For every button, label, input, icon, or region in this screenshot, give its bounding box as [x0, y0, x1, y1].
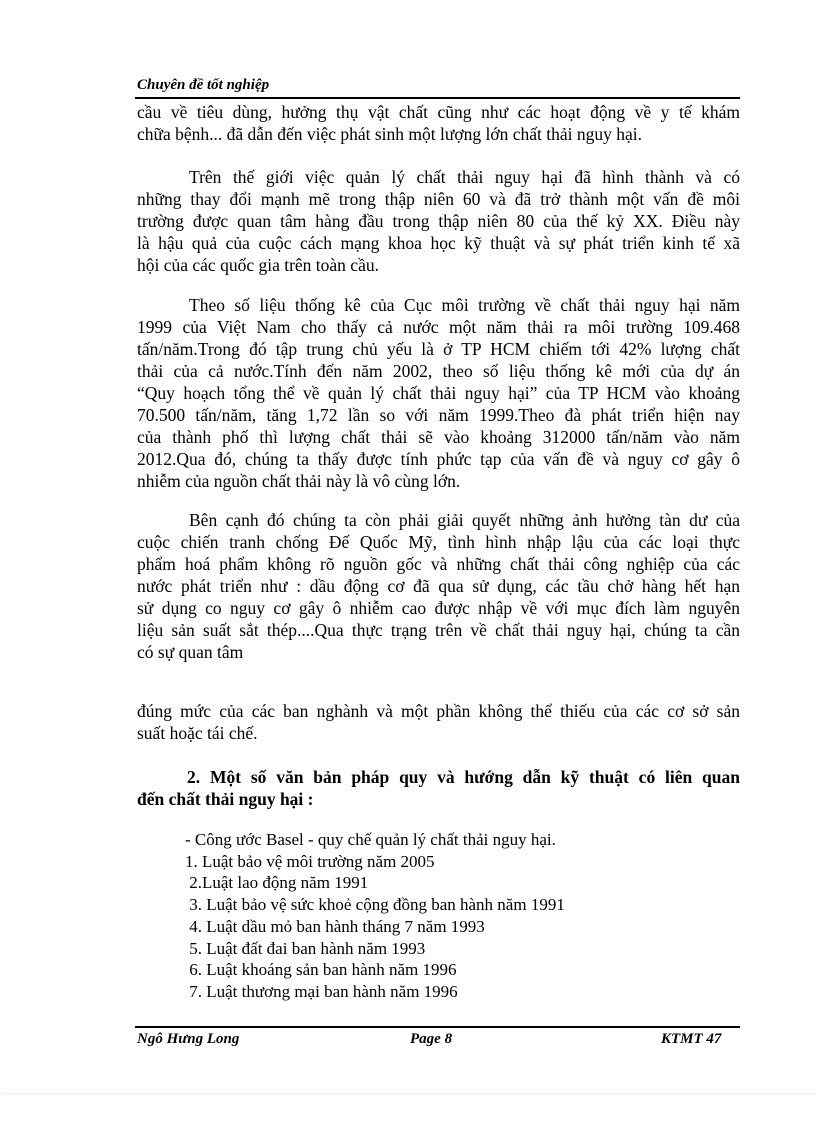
paragraph-line: cuộc chiến tranh chống Đế Quốc Mỹ, tình hình nhập lậu của các loại thực: [137, 532, 740, 552]
document-header-title: Chuyên đề tốt nghiệp: [137, 77, 270, 93]
paragraph-line: 1999 của Việt Nam cho thấy cả nước một năm thải ra môi trường 109.468: [137, 317, 740, 337]
paragraph-5: [137, 700, 740, 744]
paragraph-line: hội của các quốc gia trên toàn cầu.: [137, 255, 379, 275]
regulation-list: [185, 829, 565, 1003]
paragraph-1: [137, 101, 740, 145]
section-heading: [137, 766, 740, 810]
paragraph-line: đúng mức của các ban nghành và một phần không thể thiếu của các cơ sở sản: [137, 701, 740, 721]
section-heading-line: 2. Một số văn bản pháp quy và hướng dẫn kỹ thuật có liên quan: [187, 767, 740, 787]
list-item: 6. Luật khoáng sản ban hành năm 1996: [185, 960, 457, 980]
list-item: 2.Luật lao động năm 1991: [185, 873, 369, 893]
paragraph-line: cầu về tiêu dùng, hưởng thụ vật chất cũng như các hoạt động về y tế khám: [137, 102, 740, 122]
footer-page-number: Page 8: [410, 1031, 453, 1047]
list-item: 3. Luật bảo vệ sức khoẻ cộng đồng ban hành năm 1991: [185, 895, 565, 915]
paragraph-line: là hậu quả của cuộc cách mạng khoa học kỹ thuật và sự phát triển kinh tế xã: [137, 233, 740, 253]
footer-class: KTMT 47: [661, 1031, 722, 1047]
paragraph-line: Trên thế giới việc quản lý chất thải nguy hại đã hình thành và có: [189, 167, 740, 187]
paragraph-line: có sự quan tâm: [137, 642, 244, 662]
paragraph-line: Bên cạnh đó chúng ta còn phải giải quyết những ảnh hưởng tàn dư của: [189, 510, 740, 530]
list-item: 1. Luật bảo vệ môi trường năm 2005: [185, 851, 435, 871]
paragraph-line: suất hoặc tái chế.: [137, 723, 258, 743]
paragraph-line: Theo số liệu thống kê của Cục môi trường về chất thải nguy hại năm: [189, 295, 740, 315]
paragraph-line: sử dụng co nguy cơ gây ô nhiễm cao được nhập về với mục đích làm nguyên: [137, 598, 740, 618]
header-rule: [135, 97, 740, 99]
paragraph-line: nhiễm của nguồn chất thải này là vô cùng lớn.: [137, 471, 461, 491]
paragraph-line: của thành phố thì lượng chất thải sẽ vào khoảng 312000 tấn/năm vào năm: [137, 427, 740, 447]
page-bottom-divider: [0, 1093, 816, 1094]
list-item: - Công ước Basel - quy chế quản lý chất thải nguy hại.: [185, 830, 556, 849]
list-item: 4. Luật dầu mỏ ban hành tháng 7 năm 1993: [185, 916, 485, 936]
paragraph-line: “Quy hoạch tổng thể về quản lý chất thải nguy hại” của TP HCM vào khoảng: [137, 383, 740, 403]
paragraph-line: nước phát triển như : dầu động cơ đã qua sử dụng, các tầu chở hàng hết hạn: [137, 576, 740, 596]
paragraph-line: thải của cả nước.Tính đến năm 2002, theo số liệu thống kê mới của dự án: [137, 361, 740, 381]
section-heading-line: đến chất thải nguy hại :: [137, 789, 314, 809]
paragraph-2: [137, 166, 740, 276]
paragraph-line: liệu sản suất sắt thép....Qua thực trạng trên về chất thải nguy hại, chúng ta cần: [137, 620, 740, 640]
paragraph-line: những thay đổi mạnh mẽ trong thập niên 60 và đã trở thành một vấn đề môi: [137, 189, 740, 209]
paragraph-line: phẩm hoá phẩm không rõ nguồn gốc và những chất thải công nghiệp của các: [137, 554, 740, 574]
paragraph-line: 2012.Qua đó, chúng ta thấy được tính phức tạp của vấn đề và nguy cơ gây ô: [137, 449, 740, 469]
list-item: 7. Luật thương mại ban hành năm 1996: [185, 981, 458, 1001]
paragraph-3: [137, 294, 740, 492]
paragraph-line: tấn/năm.Trong đó tập trung chủ yếu là ở TP HCM chiếm tới 42% lượng chất: [137, 339, 740, 359]
paragraph-line: trường được quan tâm hàng đầu trong thập niên 80 của thế kỷ XX. Điều này: [137, 211, 740, 231]
paragraph-line: chữa bệnh... đã dẫn đến việc phát sinh một lượng lớn chất thải nguy hại.: [137, 124, 642, 144]
footer-rule: [135, 1026, 740, 1028]
paragraph-4: [137, 509, 740, 663]
paragraph-line: 70.500 tấn/năm, tăng 1,72 lần so với năm 1999.Theo đà phát triển hiện nay: [137, 405, 740, 425]
list-item: 5. Luật đất đai ban hành năm 1993: [185, 938, 426, 958]
footer-author: Ngô Hưng Long: [137, 1031, 240, 1047]
